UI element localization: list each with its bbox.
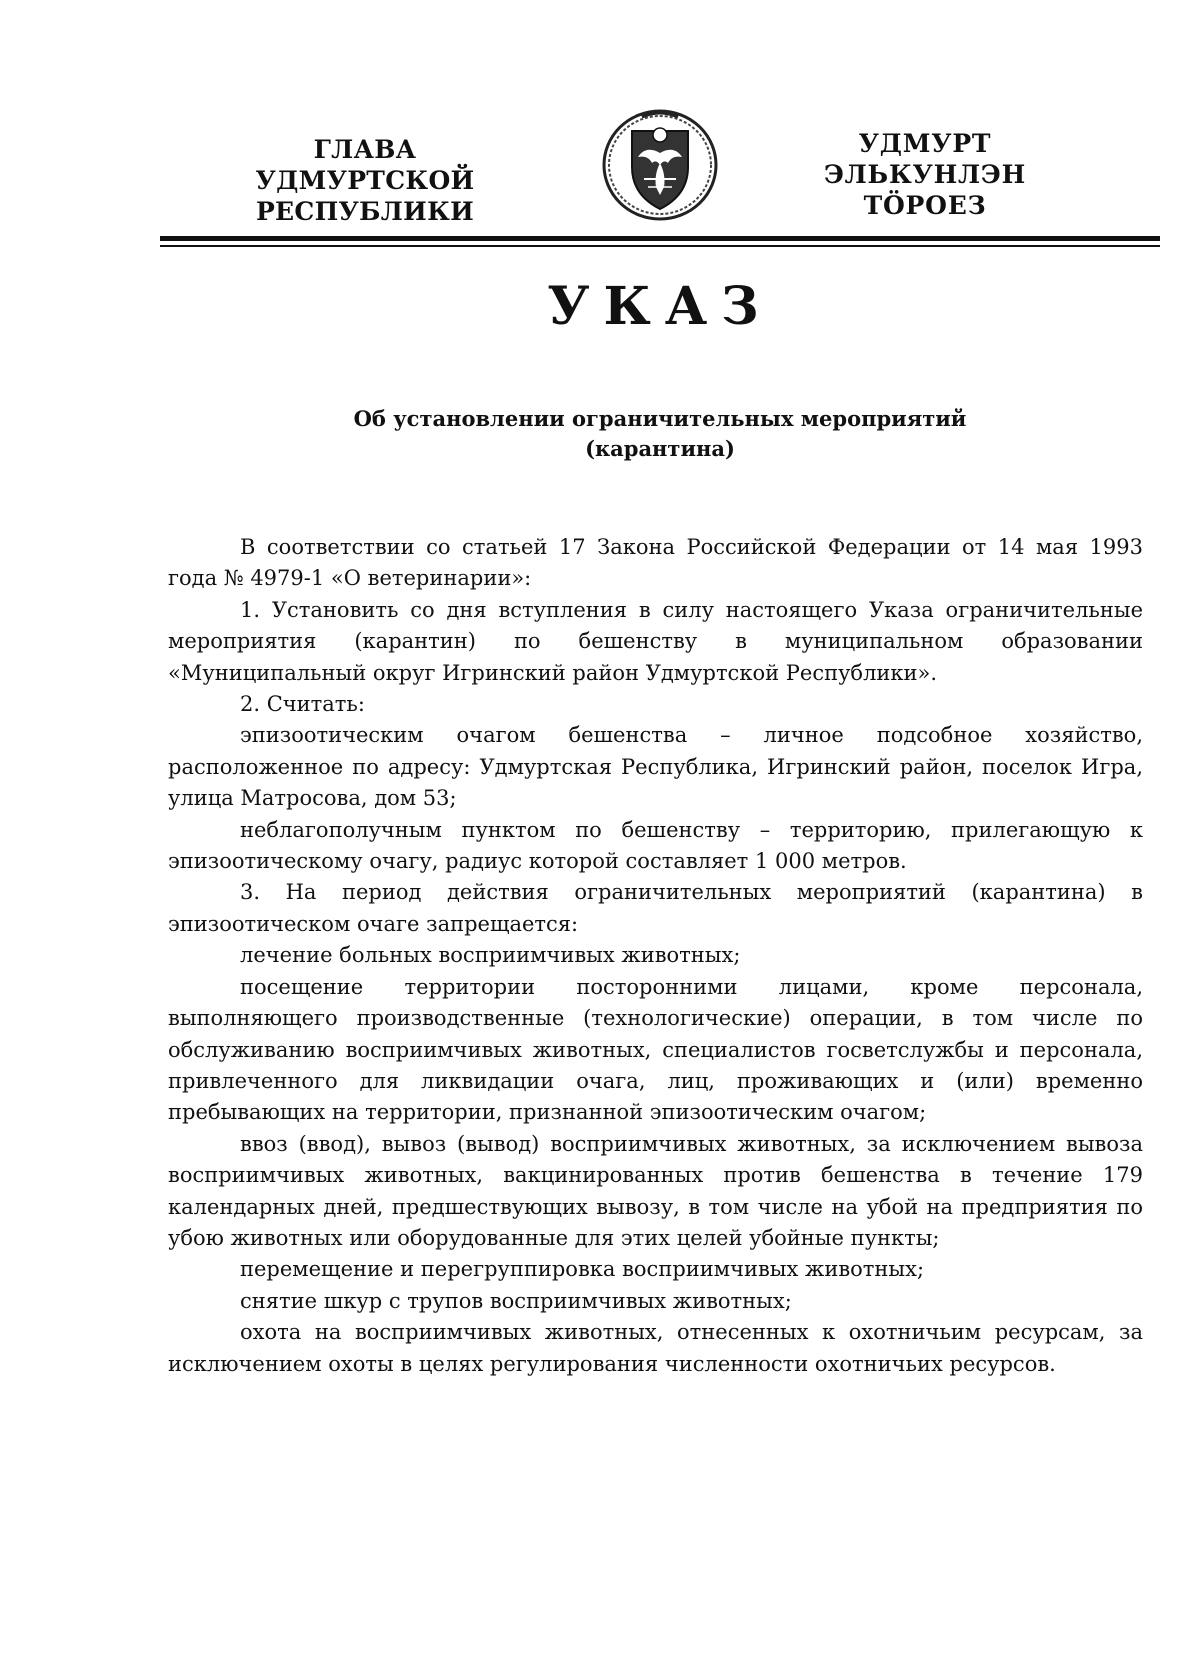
decree-subject-line2: (карантина) [585,436,735,461]
header-right [760,128,1090,221]
header-right-line1: УДМУРТ ЭЛЬКУНЛЭН [823,129,1027,189]
paragraph-prohibition-hunting: охота на восприимчивых животных, отнесенных к охотничьим ресурсам, за исключением охоты в целях регулирования численности охотничьих ресурсов. [168,1320,1143,1376]
paragraph-prohibition-transport: ввоз (ввод), вывоз (вывод) восприимчивых животных, за исключением вывоза восприимчивых животных, вакцинированных против бешенства в течение 179 календарных дней, предшествующих вывозу, в том числе на убой на предприятия по убою животных или оборудованные для этих целей убойные пункты; [168,1131,1143,1250]
paragraph-prohibition-treatment: лечение больных восприимчивых животных; [240,943,741,968]
paragraph-prohibition-visits: посещение территории посторонними лицами, кроме персонала, выполняющего производственные (технологические) операции, в том числе по обслуживанию восприимчивых животных, специалистов госветслужбы и персонала, привлеченного для ликвидации очага, лиц, проживающих и (или) временно пребывающих на территории, признанной эпизоотическим очагом; [168,974,1143,1125]
paragraph-unfavorable-point: неблагополучным пунктом по бешенству – территорию, прилегающую к эпизоотическому очагу, радиус которой составляет 1 000 метров. [168,817,1143,874]
header-divider-thick [160,236,1160,241]
decree-body [168,532,1143,1380]
header-left-line1: ГЛАВА [313,135,417,164]
paragraph-preamble: В соответствии со статьей 17 Закона Российской Федерации от 14 мая 1993 года № 4979-1 «О ветеринарии»: [168,535,1143,591]
header-divider-thin [160,245,1160,247]
decree-title: УКАЗ [547,276,773,337]
decree-subject-line1: Об установлении ограничительных мероприятий [353,406,967,431]
paragraph-focus-definition: эпизоотическим очагом бешенства – личное подсобное хозяйство, расположенное по адресу: Удмуртская Республика, Игринский район, поселок Игра, улица Матросова, дом 53; [168,723,1143,811]
header-left-line2: УДМУРТСКОЙ РЕСПУБЛИКИ [255,166,475,226]
header-right-line2: ТӦРОЕЗ [863,191,987,220]
paragraph-item-3: 3. На период действия ограничительных мероприятий (карантина) в эпизоотическом очаге запрещается: [168,880,1143,936]
paragraph-item-2: 2. Считать: [240,692,365,717]
paragraph-item-1: 1. Установить со дня вступления в силу настоящего Указа ограничительные мероприятия (карантин) по бешенству в муниципальном образовании «Муниципальный округ Игринский район Удмуртской Республики». [168,597,1143,685]
coat-of-arms-udmurtia-icon [590,105,730,223]
header-left [150,134,580,227]
paragraph-prohibition-skinning: снятие шкур с трупов восприимчивых животных; [240,1288,792,1313]
decree-subject [160,404,1160,464]
paragraph-prohibition-movement: перемещение и перегруппировка восприимчивых животных; [240,1257,925,1282]
